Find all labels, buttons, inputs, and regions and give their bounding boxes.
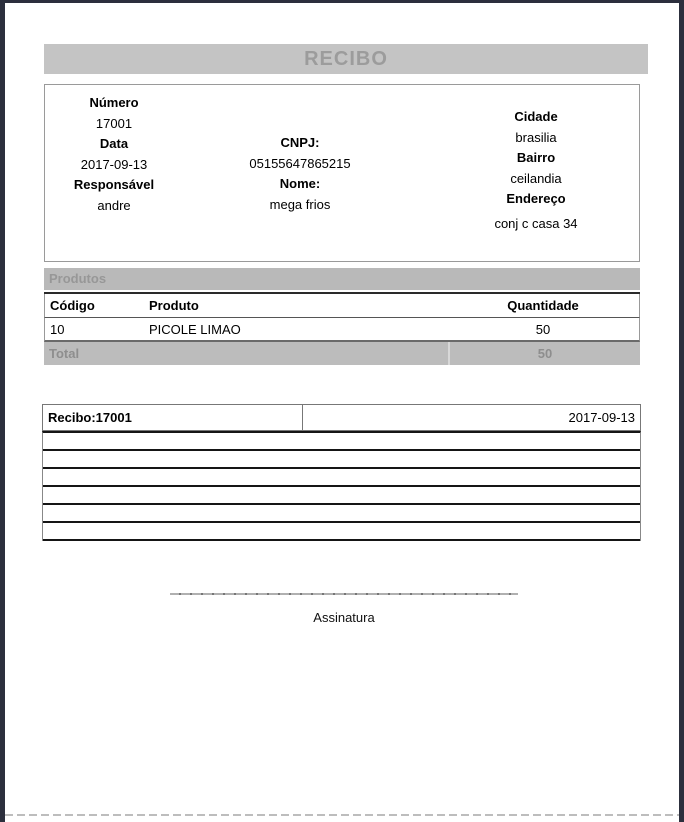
nome-value: mega frios bbox=[269, 196, 331, 212]
responsavel-value: andre bbox=[97, 197, 131, 213]
column-header-codigo: Código bbox=[50, 298, 95, 313]
receipt-stub-date: 2017-09-13 bbox=[568, 410, 635, 425]
product-name-cell: PICOLE LIMAO bbox=[149, 321, 241, 337]
data-label: Data bbox=[99, 136, 129, 151]
signature-line bbox=[170, 593, 518, 595]
column-header-quantidade: Quantidade bbox=[507, 298, 579, 313]
page-edge-right bbox=[679, 0, 684, 822]
cidade-label: Cidade bbox=[514, 109, 558, 124]
cnpj-value: 05155647865215 bbox=[249, 155, 351, 171]
info-column-right bbox=[465, 107, 607, 234]
endereco-label: Endereço bbox=[506, 191, 566, 206]
receipt-stub-title: Recibo:17001 bbox=[43, 405, 303, 430]
products-total-row bbox=[44, 342, 640, 365]
nome-label: Nome: bbox=[279, 176, 321, 191]
data-value: 2017-09-13 bbox=[80, 156, 148, 172]
bairro-value: ceilandia bbox=[510, 170, 562, 186]
receipt-empty-row bbox=[43, 523, 640, 541]
product-row bbox=[44, 318, 640, 342]
receipt-title: RECIBO bbox=[44, 44, 648, 74]
numero-label: Número bbox=[89, 95, 139, 110]
page-edge-left bbox=[0, 0, 5, 822]
numero-value: 17001 bbox=[95, 115, 133, 131]
header-info-box bbox=[44, 84, 640, 262]
receipt-empty-row bbox=[43, 487, 640, 505]
receipt-stub-header-row bbox=[42, 404, 641, 431]
column-header-produto: Produto bbox=[149, 298, 199, 313]
total-label: Total bbox=[49, 346, 80, 361]
cnpj-label: CNPJ: bbox=[280, 135, 320, 150]
receipt-stub-table bbox=[42, 404, 641, 541]
page-break-dashed-line bbox=[5, 814, 679, 816]
endereco-value: conj c casa 34 bbox=[494, 215, 578, 231]
info-column-left bbox=[45, 93, 183, 216]
product-codigo-cell: 10 bbox=[50, 321, 65, 337]
products-table bbox=[44, 292, 640, 365]
bairro-label: Bairro bbox=[516, 150, 556, 165]
products-header-row bbox=[44, 294, 640, 318]
products-section-header: Produtos bbox=[44, 268, 640, 290]
receipt-empty-row bbox=[43, 469, 640, 487]
page-edge-top bbox=[0, 0, 684, 3]
signature-label: Assinatura bbox=[313, 610, 375, 625]
cidade-value: brasilia bbox=[515, 129, 557, 145]
receipt-empty-row bbox=[43, 451, 640, 469]
receipt-empty-row bbox=[43, 505, 640, 523]
receipt-stub-empty-rows bbox=[42, 431, 641, 541]
info-column-middle bbox=[230, 133, 370, 215]
product-quantity-cell: 50 bbox=[535, 321, 551, 337]
receipt-empty-row bbox=[43, 433, 640, 451]
responsavel-label: Responsável bbox=[73, 177, 155, 192]
total-value: 50 bbox=[537, 346, 553, 361]
